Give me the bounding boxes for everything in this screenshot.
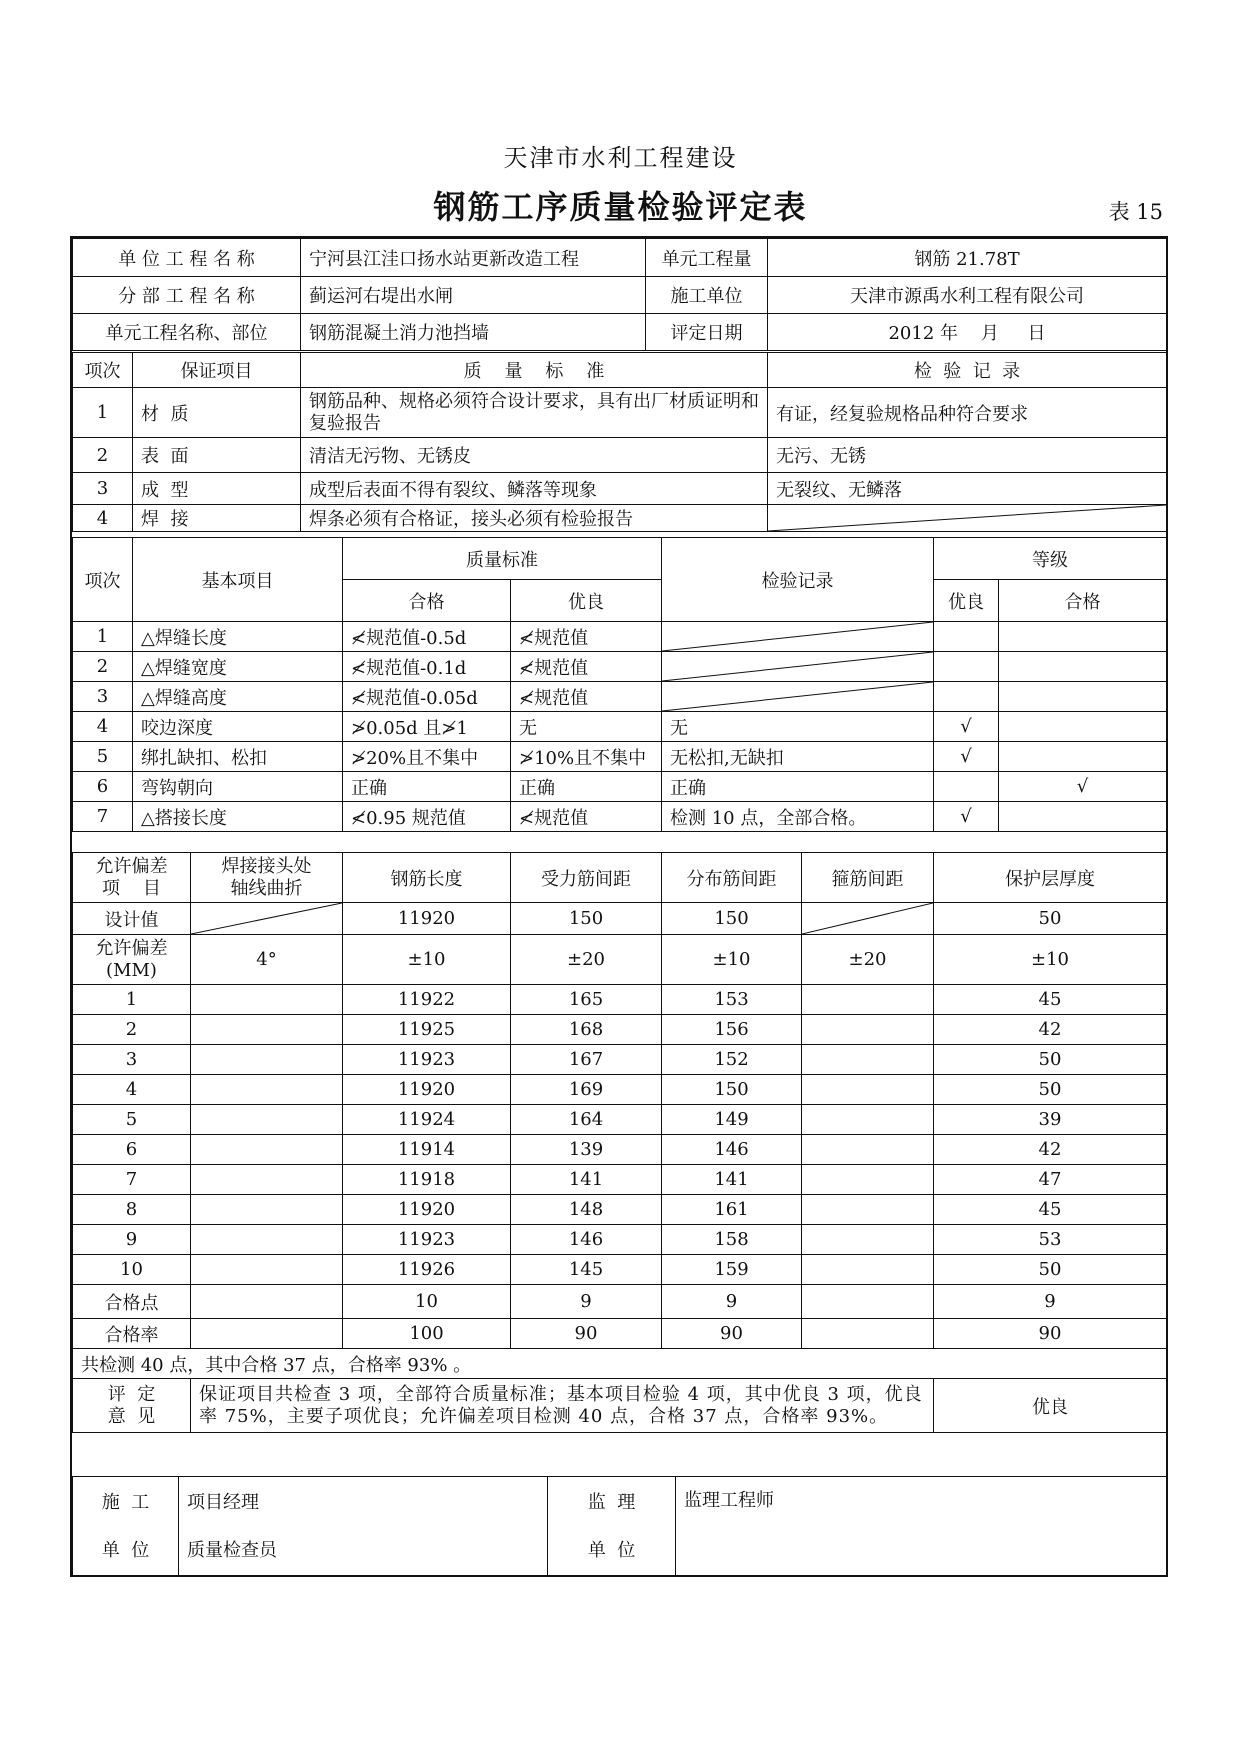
measure-stir [802, 1015, 934, 1045]
guarantee-rec: 无裂纹、无鳞落 [768, 473, 1167, 505]
basic-item: 弯钩朝向 [133, 772, 343, 802]
measure-cover: 42 [934, 1135, 1167, 1165]
basic-rec-slash [662, 622, 934, 652]
measure-stir [802, 1255, 934, 1285]
diagonal-slash [662, 622, 933, 651]
design-cover: 50 [934, 903, 1167, 935]
basic-item: △搭接长度 [133, 802, 343, 832]
tol-item-header-line2: 项 目 [102, 877, 161, 899]
contractor: 天津市源禹水利工程有限公司 [768, 277, 1167, 314]
measure-force: 168 [511, 1015, 662, 1045]
measure-cover: 50 [934, 1075, 1167, 1105]
basic-row [73, 772, 1167, 802]
tol-force-header: 受力筋间距 [511, 853, 662, 903]
measure-no: 10 [73, 1255, 191, 1285]
measure-weld [191, 1195, 343, 1225]
grade-pass-header: 合格 [999, 580, 1167, 622]
form-title: 钢筋工序质量检验评定表 [433, 188, 808, 226]
pass-pts-label: 合格点 [73, 1285, 191, 1319]
sub-project-label: 分 部 工 程 名 称 [73, 277, 301, 314]
evaluation-result: 优良 [934, 1379, 1167, 1433]
tolerance-table [72, 852, 1167, 1433]
basic-good-std: 无 [511, 712, 662, 742]
evaluation-text: 保证项目共检查 3 项，全部符合质量标准；基本项目检验 4 项，其中优良 3 项，优良率 75%，主要子项优良；允许偏差项目检测 40 点，合格 37 点，合格率 93%。 [191, 1379, 934, 1433]
evaluation-label-line2: 意 见 [107, 1405, 156, 1427]
basic-no: 4 [73, 712, 133, 742]
diagonal-slash [662, 652, 933, 681]
guarantee-no-header: 项次 [73, 353, 133, 388]
diagonal-slash [768, 505, 1166, 531]
basic-row [73, 742, 1167, 772]
tol-item-header [73, 853, 191, 903]
basic-rec: 无松扣,无缺扣 [662, 742, 934, 772]
sign-supervisor-label-line2: 单 位 [587, 1539, 636, 1561]
basic-rec-slash [662, 682, 934, 712]
design-weld-slash [191, 903, 343, 935]
basic-row [73, 622, 1167, 652]
allow-label [73, 935, 191, 985]
basic-row [73, 712, 1167, 742]
grade-good-mark: √ [934, 712, 999, 742]
basic-good-std: 正确 [511, 772, 662, 802]
grade-good-mark: √ [934, 802, 999, 832]
table-number: 表 15 [1108, 200, 1163, 224]
measure-no: 3 [73, 1045, 191, 1075]
measure-force: 141 [511, 1165, 662, 1195]
basic-rec-header: 检验记录 [662, 538, 934, 622]
design-len: 11920 [343, 903, 511, 935]
grade-good-mark [934, 622, 999, 652]
measure-row [73, 1165, 1167, 1195]
guarantee-std: 焊条必须有合格证，接头必须有检验报告 [301, 505, 768, 532]
measure-stir [802, 985, 934, 1015]
measure-stir [802, 1165, 934, 1195]
unit-qty-label: 单元工程量 [646, 239, 768, 277]
quality-inspector-label: 质量检查员 [187, 1539, 277, 1561]
guarantee-std: 清洁无污物、无锈皮 [301, 438, 768, 473]
grade-pass-mark: √ [999, 772, 1167, 802]
pass-pts-stir [802, 1285, 934, 1319]
tol-item-header-line1: 允许偏差 [95, 855, 168, 877]
measure-force: 164 [511, 1105, 662, 1135]
unit-qty: 钢筋 21.78T [768, 239, 1167, 277]
measure-no: 8 [73, 1195, 191, 1225]
measure-cover: 53 [934, 1225, 1167, 1255]
diagonal-slash [802, 903, 933, 934]
grade-pass-mark [999, 682, 1167, 712]
measure-stir [802, 1135, 934, 1165]
measure-dist: 156 [662, 1015, 802, 1045]
basic-rec: 检测 10 点，全部合格。 [662, 802, 934, 832]
basic-std-header: 质量标准 [343, 538, 662, 580]
basic-good-std: ≮规范值 [511, 802, 662, 832]
basic-grade-header: 等级 [934, 538, 1167, 580]
guarantee-item: 表 面 [133, 438, 301, 473]
basic-good-std: ≮规范值 [511, 622, 662, 652]
pass-rate-stir [802, 1319, 934, 1349]
measure-cover: 50 [934, 1045, 1167, 1075]
grade-good-mark: √ [934, 742, 999, 772]
measure-row [73, 1135, 1167, 1165]
project-manager-label: 项目经理 [187, 1491, 259, 1513]
date-label: 评定日期 [646, 314, 768, 351]
unit-project-label: 单 位 工 程 名 称 [73, 239, 301, 277]
pass-rate-force: 90 [511, 1319, 662, 1349]
basic-no: 2 [73, 652, 133, 682]
measure-row [73, 985, 1167, 1015]
pass-rate-cover: 90 [934, 1319, 1167, 1349]
guarantee-rec: 无污、无锈 [768, 438, 1167, 473]
basic-table [72, 537, 1167, 832]
pass-pts-weld [191, 1285, 343, 1319]
allow-stir: ±20 [802, 935, 934, 985]
design-stir-slash [802, 903, 934, 935]
measure-dist: 159 [662, 1255, 802, 1285]
measure-force: 165 [511, 985, 662, 1015]
sign-contractor-fields [179, 1477, 548, 1577]
sign-contractor-label-line2: 单 位 [101, 1539, 150, 1561]
allow-force: ±20 [511, 935, 662, 985]
pass-rate-weld [191, 1319, 343, 1349]
sign-supervisor-label-line1: 监 理 [587, 1491, 636, 1513]
supervising-engineer-label: 监理工程师 [684, 1490, 774, 1511]
pass-pts-force: 9 [511, 1285, 662, 1319]
basic-pass-std: ≯0.05d 且≯1 [343, 712, 511, 742]
contractor-label: 施工单位 [646, 277, 768, 314]
date: 2012 年 月 日 [768, 314, 1167, 351]
basic-pass-std: ≮0.95 规范值 [343, 802, 511, 832]
tol-weld-header-line2: 轴线曲折 [230, 877, 303, 899]
measure-no: 4 [73, 1075, 191, 1105]
guarantee-no: 3 [73, 473, 133, 505]
grade-pass-mark [999, 802, 1167, 832]
basic-pass-std: ≯20%且不集中 [343, 742, 511, 772]
pass-rate-dist: 90 [662, 1319, 802, 1349]
sign-contractor-label [73, 1477, 179, 1577]
measure-force: 139 [511, 1135, 662, 1165]
design-dist: 150 [662, 903, 802, 935]
guarantee-table [72, 352, 1167, 532]
measure-stir [802, 1045, 934, 1075]
basic-item: 咬边深度 [133, 712, 343, 742]
guarantee-std: 钢筋品种、规格必须符合设计要求，具有出厂材质证明和复验报告 [301, 388, 768, 438]
measure-dist: 152 [662, 1045, 802, 1075]
measure-no: 2 [73, 1015, 191, 1045]
sign-supervisor-fields [676, 1477, 1167, 1577]
measure-row [73, 1105, 1167, 1135]
allow-label-line1: 允许偏差 [95, 937, 168, 959]
basic-good-std: ≮规范值 [511, 652, 662, 682]
basic-pass-std: 正确 [343, 772, 511, 802]
measure-cover: 47 [934, 1165, 1167, 1195]
basic-no: 7 [73, 802, 133, 832]
pass-pts-cover: 9 [934, 1285, 1167, 1319]
measure-weld [191, 985, 343, 1015]
signature-table [72, 1476, 1167, 1577]
org-title: 天津市水利工程建设 [503, 144, 738, 172]
pass-rate-label: 合格率 [73, 1319, 191, 1349]
basic-pass-header: 合格 [343, 580, 511, 622]
basic-row [73, 802, 1167, 832]
measure-row [73, 1255, 1167, 1285]
measure-stir [802, 1075, 934, 1105]
allow-dist: ±10 [662, 935, 802, 985]
guarantee-std: 成型后表面不得有裂纹、鳞落等现象 [301, 473, 768, 505]
measure-weld [191, 1015, 343, 1045]
pass-pts-len: 10 [343, 1285, 511, 1319]
unit-project: 宁河县江洼口扬水站更新改造工程 [301, 239, 646, 277]
measure-dist: 149 [662, 1105, 802, 1135]
measure-dist: 146 [662, 1135, 802, 1165]
measure-row [73, 1015, 1167, 1045]
basic-rec-slash [662, 652, 934, 682]
measure-force: 169 [511, 1075, 662, 1105]
guarantee-item: 焊 接 [133, 505, 301, 532]
basic-pass-std: ≮规范值-0.05d [343, 682, 511, 712]
measure-dist: 161 [662, 1195, 802, 1225]
guarantee-no: 1 [73, 388, 133, 438]
grade-pass-mark [999, 712, 1167, 742]
measure-len: 11920 [343, 1075, 511, 1105]
allow-label-line2: (MM) [106, 959, 157, 981]
measure-len: 11922 [343, 985, 511, 1015]
measure-weld [191, 1075, 343, 1105]
basic-pass-std: ≮规范值-0.1d [343, 652, 511, 682]
measure-row [73, 1195, 1167, 1225]
tol-len-header: 钢筋长度 [343, 853, 511, 903]
basic-no: 1 [73, 622, 133, 652]
guarantee-rec-empty-slash [768, 505, 1167, 532]
allow-len: ±10 [343, 935, 511, 985]
measure-no: 5 [73, 1105, 191, 1135]
allow-weld: 4° [191, 935, 343, 985]
guarantee-no: 4 [73, 505, 133, 532]
basic-no: 3 [73, 682, 133, 712]
sign-contractor-label-line1: 施 工 [101, 1491, 150, 1513]
measure-no: 6 [73, 1135, 191, 1165]
basic-item: △焊缝高度 [133, 682, 343, 712]
guarantee-item-header: 保证项目 [133, 353, 301, 388]
sub-project: 蓟运河右堤出水闸 [301, 277, 646, 314]
measure-len: 11925 [343, 1015, 511, 1045]
element: 钢筋混凝土消力池挡墙 [301, 314, 646, 351]
basic-row [73, 652, 1167, 682]
tol-dist-header: 分布筋间距 [662, 853, 802, 903]
measure-stir [802, 1105, 934, 1135]
measure-force: 145 [511, 1255, 662, 1285]
element-label: 单元工程名称、部位 [73, 314, 301, 351]
basic-item: △焊缝长度 [133, 622, 343, 652]
sign-supervisor-label [548, 1477, 676, 1577]
diagonal-slash [191, 903, 342, 934]
grade-good-header: 优良 [934, 580, 999, 622]
measure-cover: 39 [934, 1105, 1167, 1135]
basic-item-header: 基本项目 [133, 538, 343, 622]
design-label: 设计值 [73, 903, 191, 935]
tol-cover-header: 保护层厚度 [934, 853, 1167, 903]
guarantee-rec: 有证，经复验规格品种符合要求 [768, 388, 1167, 438]
basic-rec: 正确 [662, 772, 934, 802]
measure-cover: 50 [934, 1255, 1167, 1285]
guarantee-item: 材 质 [133, 388, 301, 438]
grade-good-mark [934, 652, 999, 682]
measure-row [73, 1045, 1167, 1075]
diagonal-slash [662, 682, 933, 711]
basic-rec: 无 [662, 712, 934, 742]
measure-weld [191, 1165, 343, 1195]
design-force: 150 [511, 903, 662, 935]
basic-good-header: 优良 [511, 580, 662, 622]
grade-pass-mark [999, 742, 1167, 772]
info-table [72, 238, 1167, 351]
basic-no-header: 项次 [73, 538, 133, 622]
measure-weld [191, 1105, 343, 1135]
basic-no: 5 [73, 742, 133, 772]
basic-item: 绑扎缺扣、松扣 [133, 742, 343, 772]
tol-weld-header [191, 853, 343, 903]
basic-row [73, 682, 1167, 712]
basic-no: 6 [73, 772, 133, 802]
measure-row [73, 1075, 1167, 1105]
measure-no: 9 [73, 1225, 191, 1255]
grade-pass-mark [999, 622, 1167, 652]
measure-row [73, 1225, 1167, 1255]
measure-stir [802, 1195, 934, 1225]
measure-len: 11923 [343, 1225, 511, 1255]
measure-weld [191, 1135, 343, 1165]
measure-cover: 45 [934, 1195, 1167, 1225]
measure-no: 1 [73, 985, 191, 1015]
summary-text: 共检测 40 点，其中合格 37 点，合格率 93% 。 [73, 1349, 1167, 1379]
allow-cover: ±10 [934, 935, 1167, 985]
evaluation-label [73, 1379, 191, 1433]
measure-dist: 153 [662, 985, 802, 1015]
pass-rate-len: 100 [343, 1319, 511, 1349]
measure-weld [191, 1255, 343, 1285]
measure-cover: 42 [934, 1015, 1167, 1045]
grade-good-mark [934, 682, 999, 712]
measure-cover: 45 [934, 985, 1167, 1015]
measure-force: 167 [511, 1045, 662, 1075]
guarantee-rec-header: 检 验 记 录 [768, 353, 1167, 388]
measure-dist: 158 [662, 1225, 802, 1255]
measure-force: 148 [511, 1195, 662, 1225]
grade-good-mark [934, 772, 999, 802]
measure-len: 11923 [343, 1045, 511, 1075]
measure-len: 11918 [343, 1165, 511, 1195]
basic-good-std: ≮规范值 [511, 682, 662, 712]
grade-pass-mark [999, 652, 1167, 682]
measure-no: 7 [73, 1165, 191, 1195]
evaluation-label-line1: 评 定 [107, 1383, 156, 1405]
pass-pts-dist: 9 [662, 1285, 802, 1319]
measure-dist: 150 [662, 1075, 802, 1105]
guarantee-no: 2 [73, 438, 133, 473]
measure-weld [191, 1045, 343, 1075]
tol-stir-header: 箍筋间距 [802, 853, 934, 903]
measure-stir [802, 1225, 934, 1255]
measure-weld [191, 1225, 343, 1255]
measure-dist: 141 [662, 1165, 802, 1195]
measure-len: 11924 [343, 1105, 511, 1135]
basic-item: △焊缝宽度 [133, 652, 343, 682]
tol-weld-header-line1: 焊接接头处 [221, 855, 312, 877]
measure-len: 11914 [343, 1135, 511, 1165]
basic-good-std: ≯10%且不集中 [511, 742, 662, 772]
measure-len: 11920 [343, 1195, 511, 1225]
basic-pass-std: ≮规范值-0.5d [343, 622, 511, 652]
guarantee-item: 成 型 [133, 473, 301, 505]
guarantee-std-header: 质 量 标 准 [301, 353, 768, 388]
measure-len: 11926 [343, 1255, 511, 1285]
measure-force: 146 [511, 1225, 662, 1255]
